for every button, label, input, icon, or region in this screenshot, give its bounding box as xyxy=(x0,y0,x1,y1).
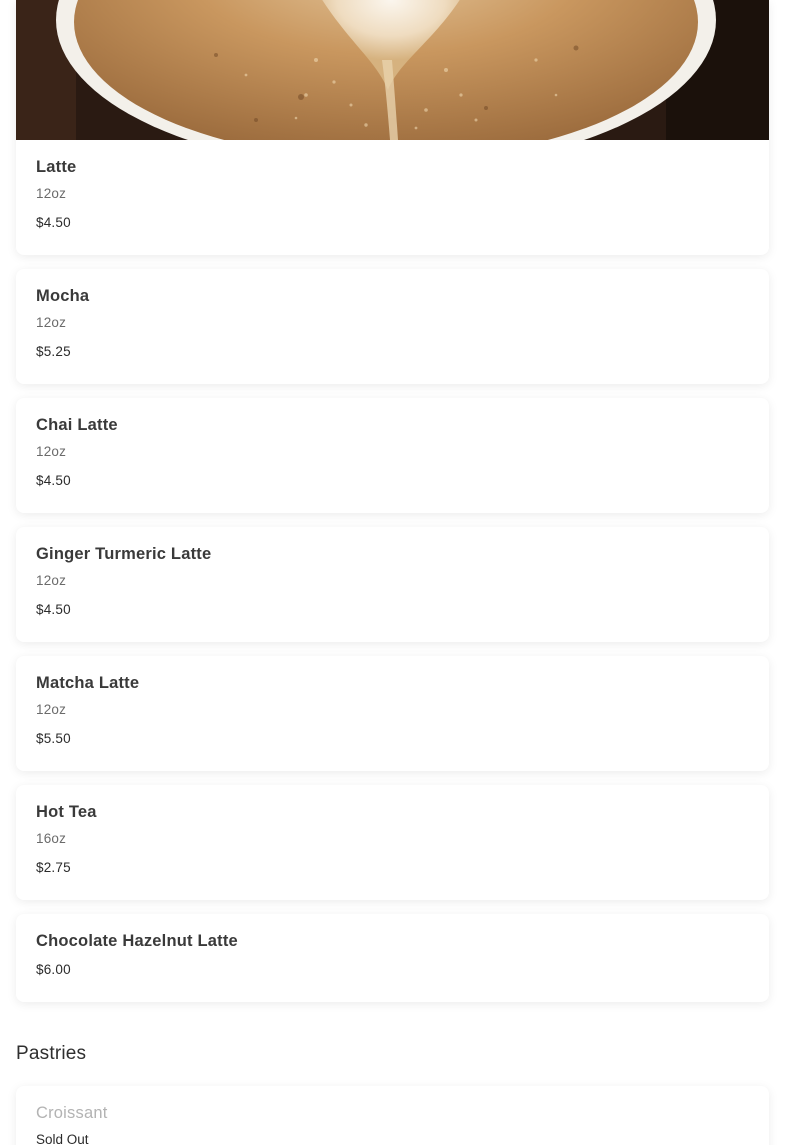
menu-item-price: $5.25 xyxy=(36,344,71,359)
menu-item-size: 12oz xyxy=(36,444,67,459)
menu-item-price: $4.50 xyxy=(36,215,71,230)
section-heading-pastries: Pastries xyxy=(16,1043,87,1064)
menu-item-price: $2.75 xyxy=(36,860,71,875)
menu-item-card-ginger-turmeric-latte[interactable] xyxy=(16,527,769,642)
latte-photo xyxy=(16,0,769,140)
menu-item-size: 12oz xyxy=(36,573,67,588)
menu-item-size: 16oz xyxy=(36,831,67,846)
menu-item-card-chai-latte[interactable] xyxy=(16,398,769,513)
menu-item-name: Ginger Turmeric Latte xyxy=(36,545,212,563)
menu-item-name: Matcha Latte xyxy=(36,674,140,692)
menu-item-name: Chocolate Hazelnut Latte xyxy=(36,932,238,950)
menu-item-size: 12oz xyxy=(36,315,67,330)
menu-item-card-matcha-latte[interactable] xyxy=(16,656,769,771)
menu-item-size: 12oz xyxy=(36,702,67,717)
menu-item-price: $6.00 xyxy=(36,962,71,977)
menu-item-card-hot-tea[interactable] xyxy=(16,785,769,900)
menu-item-card-latte[interactable] xyxy=(16,0,769,255)
menu-item-name: Chai Latte xyxy=(36,416,118,434)
menu-item-card-mocha[interactable] xyxy=(16,269,769,384)
sold-out-label: Sold Out xyxy=(36,1132,89,1145)
menu-item-card-croissant[interactable] xyxy=(16,1086,769,1145)
menu-item-name: Mocha xyxy=(36,287,90,305)
menu-item-name: Latte xyxy=(36,158,77,176)
menu-item-name: Hot Tea xyxy=(36,803,97,821)
menu-item-card-chocolate-hazelnut-latte[interactable] xyxy=(16,914,769,1002)
menu-item-price: $4.50 xyxy=(36,602,71,617)
menu-item-size: 12oz xyxy=(36,186,67,201)
menu-item-price: $4.50 xyxy=(36,473,71,488)
menu-item-price: $5.50 xyxy=(36,731,71,746)
menu-item-name: Croissant xyxy=(36,1104,108,1122)
